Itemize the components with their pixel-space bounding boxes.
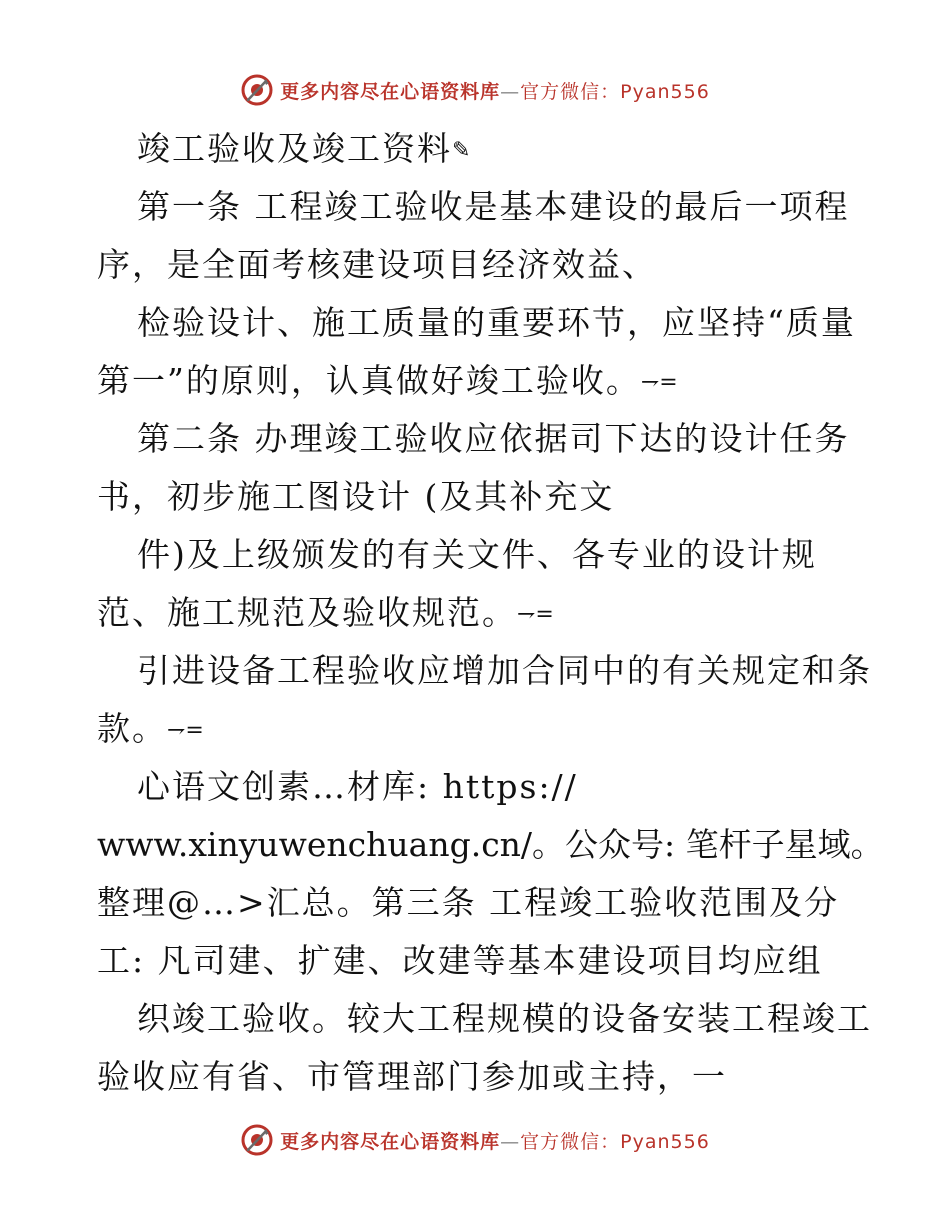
header-banner: [0, 70, 950, 110]
text-line-with-mark: [97, 352, 877, 410]
footer-banner: [0, 1120, 950, 1160]
paragraph-mark-icon: ⇁=: [167, 718, 204, 743]
text-line: www.xinyuwenchuang.cn/。公众号: 笔杆子星域。: [97, 825, 884, 864]
text-line: 验收应有省、市管理部门参加或主持，一: [97, 1057, 727, 1096]
text-line: 引进设备工程验收应增加合同中的有关规定和条: [137, 651, 872, 690]
footer-banner-text: [280, 1127, 710, 1154]
header-banner-separator: —: [500, 80, 521, 103]
paragraph-mark-icon: ⇁=: [640, 370, 678, 395]
brand-logo-icon: [240, 1123, 274, 1157]
text-line: 整理@…>汇总。第三条 工程竣工验收范围及分: [97, 883, 840, 922]
footer-banner-separator: —: [500, 1130, 521, 1153]
header-banner-contact: 官方微信：Pyan556: [520, 80, 710, 103]
title-mark-icon: ✎: [452, 138, 471, 163]
document-title: [97, 120, 877, 178]
text-line-with-mark: [97, 584, 877, 642]
text-line: 心语文创素…材库: https://: [137, 767, 578, 806]
text-line: 织竣工验收。较大工程规模的设备安装工程竣工: [137, 999, 872, 1038]
text-line: 款。: [97, 709, 167, 748]
text-line-with-mark: [97, 700, 877, 758]
footer-banner-contact: 官方微信：Pyan556: [520, 1130, 710, 1153]
text-line: 第二条 办理竣工验收应依据司下达的设计任务: [137, 419, 850, 458]
footer-banner-title: 更多内容尽在心语资料库: [280, 1130, 501, 1153]
header-banner-title: 更多内容尽在心语资料库: [280, 80, 501, 103]
paragraph-mark-icon: ⇁=: [517, 602, 554, 627]
brand-logo-icon: [240, 73, 274, 107]
text-line: 件)及上级颁发的有关文件、各专业的设计规: [137, 535, 817, 574]
text-line: 书，初步施工图设计 (及其补充文: [97, 477, 615, 516]
document-body: [97, 120, 884, 1106]
text-line: 范、施工规范及验收规范。: [97, 593, 517, 632]
text-line: 第一”的原则，认真做好竣工验收。: [97, 361, 641, 400]
text-line: 第一条 工程竣工验收是基本建设的最后一项程: [137, 187, 850, 226]
text-line: 工: 凡司建、扩建、改建等基本建设项目均应组: [97, 941, 823, 980]
text-line: 序，是全面考核建设项目经济效益、: [97, 245, 657, 284]
text-line: 检验设计、施工质量的重要环节，应坚持“质量: [137, 303, 856, 342]
header-banner-text: [280, 77, 710, 104]
document-title-text: 竣工验收及竣工资料: [137, 129, 452, 168]
